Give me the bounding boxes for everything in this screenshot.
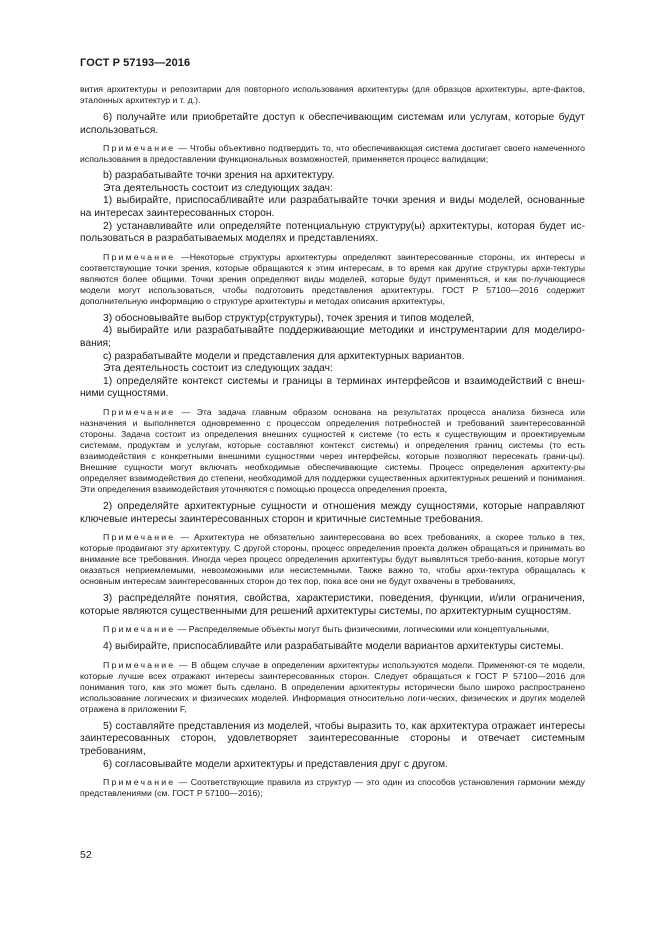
list-item: 2) определяйте архитектурные сущности и отношения между сущностями, которые направляют ключевые интересы заинтересованных сторон и критичные системные требования. — [80, 500, 585, 525]
note — [80, 143, 585, 165]
note-label: Примечание — [103, 532, 176, 543]
paragraph: вития архитектуры и репозитарии для повторного использования архитектуры (для образцов архитектуры, арте-фактов, эталонных архитектур и т. д.). — [80, 84, 585, 105]
document-header: ГОСТ Р 57193—2016 — [80, 57, 191, 69]
list-item: 6) согласовывайте модели архитектуры и представления друг с другом. — [103, 758, 448, 770]
list-item: 3) обосновывайте выбор структур(структуры), точек зрения и типов моделей, — [103, 312, 475, 324]
note-label: Примечание — [103, 251, 176, 262]
note — [80, 777, 585, 799]
note — [80, 532, 585, 587]
note-label: Примечание — [103, 777, 176, 788]
note-text: — Соответствующие правила из структур — это один из способов установления гармонии между представлениями (см. ГОСТ Р 57100—2016); — [80, 777, 585, 799]
note — [80, 660, 585, 715]
note-text: — В общем случае в определении архитектуры используются модели. Применяют-ся те модели, которые лучше всех отражают интересы заинтересованных сторон. Следует обращаться к ГОСТ Р 57100—2016 для понимания того, как это может быть сделано. В определении архитектуры исторически было широко распространено использование логических и физических моделей. Информация относительно логи-ческих, физических и других моделей отражена в приложении F, — [80, 659, 585, 714]
note — [80, 252, 585, 307]
list-item: 1) определяйте контекст системы и границы в терминах интерфейсов и взаимодействий с внеш-ними сущностями. — [80, 375, 585, 400]
note-text: — Распределяемые объекты могут быть физическими, логическими или концептуальными, — [175, 624, 550, 635]
list-item: 4) выбирайте или разрабатывайте поддерживающие методики и инструментарии для моделиро-вания; — [80, 325, 585, 349]
document-body — [80, 84, 585, 799]
note-label: Примечание — [103, 143, 176, 154]
note-text: — Архитектура не обязательно заинтересована во всех требованиях, а скорее только в тех, которые продвигают эту архитектуру. С другой стороны, процесс определения проекта должен обращаться и принимать во внимание все требования. Иногда через процесс определения архитектуры будут выявляться требо-вания, которые могут оказаться неприемлемыми, невозможными или несистемными. Также важно то, чтобы архи-тектура обращалась к основным интересам заинтересованных сторон до тех пор, пока все они не будут охвачены в требованиях, — [80, 532, 585, 587]
note-text: — Чтобы объективно подтвердить то, что обеспечивающая система достигает своего намеченного использования в предоставлении функциональных возможностей, применяется процесс валидации; — [80, 143, 585, 165]
note-text: —Некоторые структуры архитектуры определяют заинтересованные стороны, их интересы и соответствующие точки зрения, которые обращаются к этим интересам, в то время как другие структуры архи-тектуры являются более общими. Точки зрения определяют виды моделей, которые будут применяться, и как по-лучающиеся модели могут использоваться, чтобы подготовить представления архитектуры. ГОСТ Р 57100—2016 содержит дополнительную информацию о структуре архитектуры и методах описания архитектуры, — [80, 251, 585, 306]
list-item: 3) распределяйте понятия, свойства, характеристики, поведения, функции, и/или ограничения, которые являются существенными для решений архитектуры системы, по архитектурным сущностям. — [80, 593, 585, 617]
note — [80, 624, 585, 635]
page-number: 52 — [80, 849, 92, 861]
list-item: 2) устанавливайте или определяйте потенциальную структуру(ы) архитектуры, которая будет ис-пользоваться в разрабатываемых моделях и представлениях. — [80, 220, 585, 245]
note-label: Примечание — [103, 406, 176, 417]
paragraph: Эта деятельность состоит из следующих задач: — [103, 182, 333, 194]
note-label: Примечание — [103, 659, 176, 670]
list-item: 1) выбирайте, приспосабливайте или разрабатывайте точки зрения и виды моделей, основанные на интересах заинтересованных сторон. — [80, 195, 585, 219]
note — [80, 407, 585, 495]
note-label: Примечание — [103, 624, 176, 635]
list-item: b) разрабатывайте точки зрения на архитектуру. — [103, 170, 335, 182]
list-item: 6) получайте или приобретайте доступ к обеспечивающим системам или услугам, которые будут использоваться. — [80, 112, 585, 136]
list-item: 5) составляйте представления из моделей, чтобы выразить то, как архитектура отражает интересы заинтересованных сторон, удовлетворяет заинтересованные стороны и отвечает системным требованиям, — [80, 720, 585, 758]
paragraph: Эта деятельность состоит из следующих задач: — [103, 363, 333, 375]
list-item: 4) выбирайте, приспосабливайте или разрабатывайте модели вариантов архитектуры системы. — [103, 641, 564, 653]
note-text: — Эта задача главным образом основана на результатах процесса анализа бизнеса или назначения и выполняется одновременно с процессом определения потребностей и требований заинтересованной стороны. Задача состоит из определения внешних сущностей к системе (то есть к существующим и проектируемым системам, продуктам и услугам, которые составляют контекст системы) и определения границ системы (то есть взаимодействия с конкретными внешними сущностями через интерфейсы, которые позволяют пересекать грани-цы). Внешние сущности могут включать необходимые обеспечивающие системы. Процесс определения архитекту-ры определяет взаимодействия до степени, необходимой для поддержки существенных архитектурных решений и понимания. Эти определения взаимодействия уточняются с помощью процесса определения проекта, — [80, 406, 585, 494]
list-item: c) разрабатывайте модели и представления для архитектурных вариантов. — [103, 350, 465, 362]
